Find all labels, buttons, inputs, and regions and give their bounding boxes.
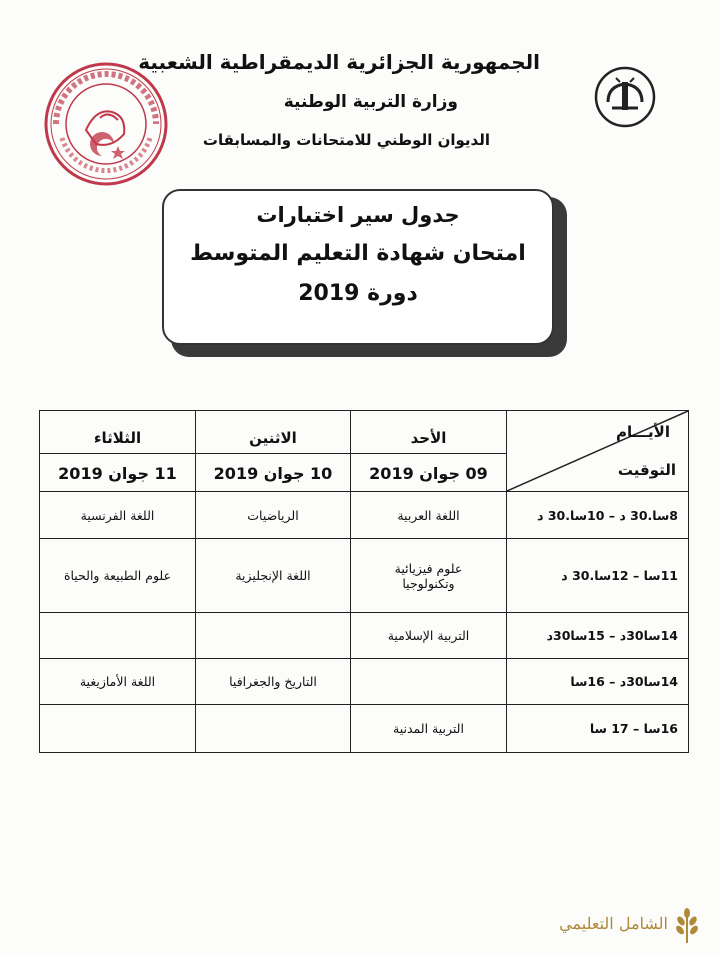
subject-cell: التربية الإسلامية <box>351 613 507 659</box>
session-title: دورة 2019 <box>298 281 418 306</box>
office-title: الديوان الوطني للامتحانات والمسابقات <box>202 131 490 149</box>
leaf-branch-icon <box>670 907 704 945</box>
time-cell: 8سا.30 د – 10سا.30 د <box>507 492 689 539</box>
column-date: 10 جوان 2019 <box>213 464 333 483</box>
republic-title: الجمهورية الجزائرية الديمقراطية الشعبية <box>138 50 540 74</box>
subject-cell: الرياضيات <box>196 492 351 539</box>
onec-logo-icon <box>594 66 656 128</box>
subject-cell: اللغة الأمازيغية <box>40 659 196 705</box>
time-cell: 14سا30د – 16سا <box>507 659 689 705</box>
time-cell: 14سا30د – 15سا30د <box>507 613 689 659</box>
ministry-title: وزارة التربية الوطنية <box>283 92 458 112</box>
time-cell: 16سا – 17 سا <box>507 705 689 753</box>
subject-cell: التربية المدنية <box>351 705 507 753</box>
column-day: الثلاثاء <box>93 429 142 447</box>
column-header <box>196 411 351 492</box>
column-date: 11 جوان 2019 <box>58 464 177 483</box>
title-box <box>162 189 554 345</box>
subject-cell <box>40 705 196 753</box>
table-row <box>40 492 689 539</box>
brand-name: الشامل التعليمي <box>559 914 668 933</box>
exam-title: امتحان شهادة التعليم المتوسط <box>190 241 526 266</box>
column-header <box>40 411 196 492</box>
column-header <box>351 411 507 492</box>
column-date: 09 جوان 2019 <box>369 464 488 483</box>
corner-days-label: الأيـــام <box>616 423 670 441</box>
table-row <box>40 705 689 753</box>
subject-cell: علوم فيزيائية وتكنولوجيا <box>351 539 507 613</box>
table-row <box>40 613 689 659</box>
column-day: الأحد <box>410 429 447 447</box>
table-corner-cell <box>507 411 689 492</box>
table-row <box>40 659 689 705</box>
exam-schedule-table <box>39 410 689 753</box>
table-row <box>40 539 689 613</box>
subject-cell: علوم الطبيعة والحياة <box>40 539 196 613</box>
subject-cell: اللغة الفرنسية <box>40 492 196 539</box>
subject-cell <box>196 705 351 753</box>
subject-cell <box>351 659 507 705</box>
subject-cell: التاريخ والجغرافيا <box>196 659 351 705</box>
corner-time-label: التوقيت <box>617 461 676 479</box>
column-day: الاثنين <box>249 429 297 447</box>
time-cell: 11سا – 12سا.30 د <box>507 539 689 613</box>
subject-cell: اللغة العربية <box>351 492 507 539</box>
subject-cell <box>40 613 196 659</box>
brand-watermark <box>520 905 710 945</box>
subject-cell: اللغة الإنجليزية <box>196 539 351 613</box>
schedule-title: جدول سير اختبارات <box>256 203 460 227</box>
subject-cell <box>196 613 351 659</box>
table-header-row <box>40 411 689 492</box>
ministry-seal-icon <box>42 60 170 188</box>
